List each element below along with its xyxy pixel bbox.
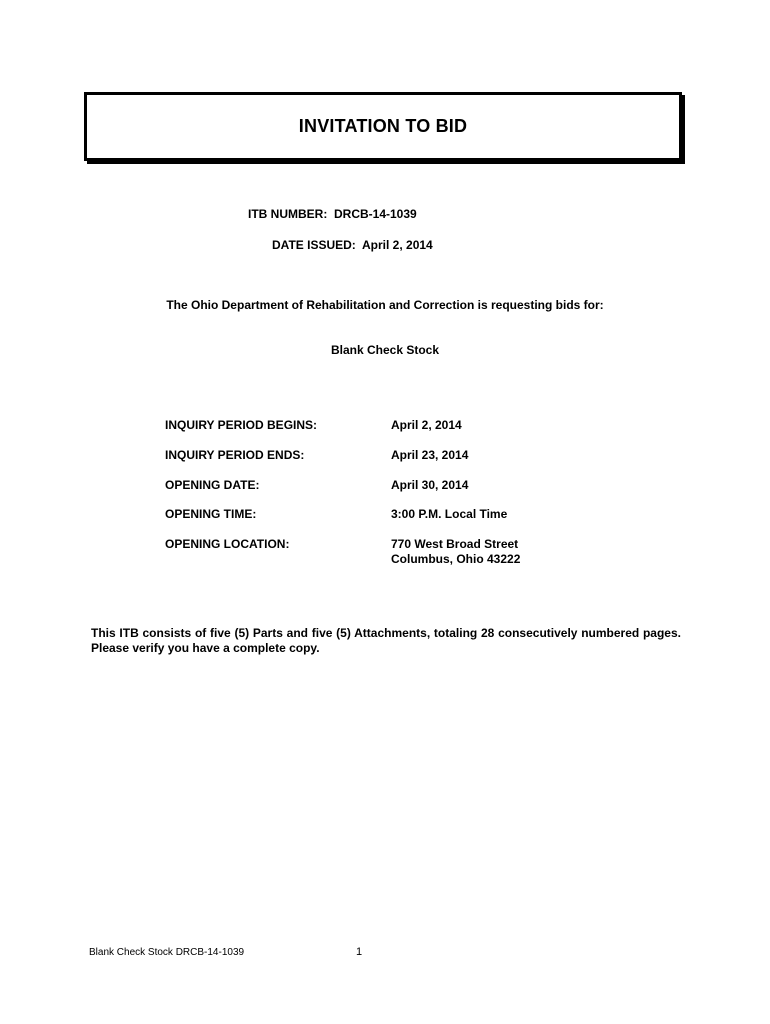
- schedule-value: 3:00 P.M. Local Time: [391, 507, 508, 521]
- intro-statement: The Ohio Department of Rehabilitation and Correction is requesting bids for:: [166, 298, 604, 312]
- schedule-value: 770 West Broad Street: [391, 537, 519, 551]
- schedule-label: INQUIRY PERIOD BEGINS:: [165, 418, 318, 432]
- date-issued: DATE ISSUED: April 2, 2014: [272, 238, 433, 252]
- page-number: 1: [356, 946, 363, 958]
- schedule-value-line2: Columbus, Ohio 43222: [391, 552, 521, 566]
- document-title: INVITATION TO BID: [298, 116, 468, 136]
- schedule-label: OPENING LOCATION:: [165, 537, 290, 551]
- bid-subject: Blank Check Stock: [330, 343, 440, 357]
- schedule-label: OPENING DATE:: [165, 478, 260, 492]
- schedule-value: April 30, 2014: [391, 478, 469, 492]
- schedule-label: INQUIRY PERIOD ENDS:: [165, 448, 305, 462]
- schedule-value: April 23, 2014: [391, 448, 469, 462]
- schedule-label: OPENING TIME:: [165, 507, 257, 521]
- completeness-note: This ITB consists of five (5) Parts and five (5) Attachments, totaling 28 consecutively numbered pages. Please verify you have a complete copy.: [91, 626, 681, 655]
- footer-document-id: Blank Check Stock DRCB-14-1039: [89, 947, 245, 958]
- schedule-value: April 2, 2014: [391, 418, 462, 432]
- itb-number: ITB NUMBER: DRCB-14-1039: [248, 207, 417, 221]
- title-box: [84, 92, 682, 161]
